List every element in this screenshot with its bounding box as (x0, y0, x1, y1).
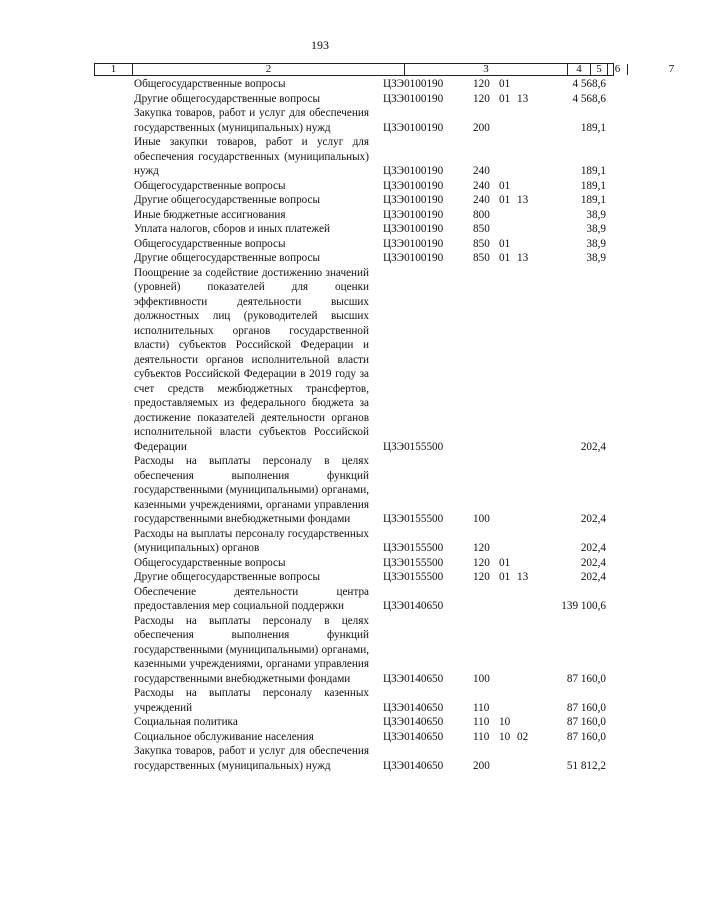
row-expense-type: 110 (473, 701, 490, 714)
table-row (0, 77, 640, 92)
page-number: 193 (311, 38, 329, 52)
row-expense-type: 240 (473, 179, 490, 192)
row-section: 01 (499, 237, 511, 250)
row-target-article: ЦЗЭ0100190 (383, 208, 444, 221)
table-row (0, 614, 640, 687)
row-amount: 189,1 (580, 121, 606, 134)
row-target-article: ЦЗЭ0100190 (383, 252, 444, 264)
row-expense-type: 110 (473, 716, 490, 728)
row-target-article: ЦЗЭ0155500 (383, 513, 444, 525)
row-name: Другие общегосударственные вопросы (134, 92, 321, 105)
row-target-article: ЦЗЭ0155500 (383, 542, 444, 554)
row-name: Закупка товаров, работ и услуг для обеспечения государственных (муниципальных) нужд (134, 745, 369, 772)
row-section: 01 (499, 252, 511, 264)
row-amount: 87 160,0 (566, 672, 606, 685)
row-name: Другие общегосударственные вопросы (134, 252, 321, 264)
row-subsection: 13 (517, 92, 529, 105)
table-row (0, 237, 640, 252)
table-row (0, 92, 640, 107)
row-section: 10 (499, 730, 511, 743)
table-row (0, 527, 640, 556)
row-expense-type: 800 (473, 208, 490, 221)
row-expense-type: 240 (473, 165, 490, 177)
row-amount: 202,4 (580, 440, 606, 453)
row-target-article: ЦЗЭ0140650 (383, 716, 444, 728)
row-amount: 38,9 (586, 208, 606, 221)
row-amount: 4 568,6 (572, 78, 606, 90)
row-section: 10 (499, 716, 511, 728)
row-name: Поощрение за содействие достижению значений (уровней) показателей для оценки эффективности деятельности высших должностных лиц (руководителей высших исполнительных органов государственной власти) субъектов Российской Федерации и деятельности органов исполнительной власти субъектов Российской Федерации в 2019 году за счет средств межбюджетных трансфертов, предоставляемых из федерального бюджета за достижение показателей деятельности органов исполнительной власти субъектов Российской Федерации (134, 266, 369, 453)
table-row (0, 222, 640, 237)
row-expense-type: 240 (473, 194, 490, 206)
row-target-article: ЦЗЭ0155500 (383, 440, 444, 453)
row-section: 01 (499, 179, 511, 192)
row-section: 01 (499, 78, 511, 90)
row-expense-type: 120 (473, 78, 490, 90)
row-expense-type: 200 (473, 759, 490, 772)
row-amount: 189,1 (580, 179, 606, 192)
row-name: Уплата налогов, сборов и иных платежей (134, 223, 330, 235)
header-col-1: 1 (95, 64, 133, 75)
budget-table-body (0, 77, 640, 773)
row-target-article: ЦЗЭ0100190 (383, 194, 444, 206)
row-target-article: ЦЗЭ0100190 (383, 92, 444, 105)
row-name: Расходы на выплаты персоналу в целях обеспечения выполнения функций государственными (муниципальными) органами, казенными учреждениями, органами управления государственными внебюджетными фондами (134, 455, 369, 525)
row-name: Обеспечение деятельности центра предоставления мер социальной поддержки (134, 585, 369, 612)
row-subsection: 13 (517, 252, 529, 264)
table-row (0, 179, 640, 194)
header-col-2: 2 (133, 64, 405, 75)
row-expense-type: 100 (473, 513, 490, 525)
row-name: Расходы на выплаты персоналу в целях обеспечения выполнения функций государственными (муниципальными) органами, казенными учреждениями, органами управления государственными внебюджетными фондами (134, 614, 369, 685)
row-expense-type: 850 (473, 237, 490, 250)
row-name: Общегосударственные вопросы (134, 237, 286, 250)
row-target-article: ЦЗЭ0100190 (383, 237, 444, 250)
row-amount: 87 160,0 (566, 716, 606, 728)
table-header (94, 63, 675, 76)
header-col-3: 3 (405, 64, 568, 75)
row-expense-type: 850 (473, 223, 490, 235)
table-row (0, 208, 640, 223)
row-expense-type: 200 (473, 121, 490, 134)
table-row (0, 744, 640, 773)
row-amount: 51 812,2 (566, 759, 606, 772)
row-name: Социальная политика (134, 716, 238, 728)
table-row (0, 135, 640, 179)
row-subsection: 02 (517, 730, 529, 743)
header-col-6: 6 (608, 64, 628, 75)
row-name: Расходы на выплаты персоналу государственных (муниципальных) органов (134, 527, 369, 554)
row-amount: 38,9 (586, 237, 606, 250)
row-amount: 4 568,6 (572, 92, 606, 105)
table-row (0, 193, 640, 208)
table-row (0, 106, 640, 135)
row-name: Расходы на выплаты персоналу казенных учреждений (134, 687, 369, 714)
table-row (0, 266, 640, 455)
row-amount: 139 100,6 (561, 600, 606, 612)
row-amount: 202,4 (580, 513, 606, 525)
row-name: Общегосударственные вопросы (134, 179, 286, 192)
row-target-article: ЦЗЭ0140650 (383, 600, 444, 612)
row-target-article: ЦЗЭ0100190 (383, 121, 444, 134)
row-target-article: ЦЗЭ0140650 (383, 701, 444, 714)
row-target-article: ЦЗЭ0100190 (383, 179, 444, 192)
table-row (0, 686, 640, 715)
row-amount: 202,4 (580, 571, 606, 583)
row-expense-type: 100 (473, 672, 490, 685)
row-expense-type: 120 (473, 92, 490, 105)
row-target-article: ЦЗЭ0100190 (383, 223, 444, 235)
row-name: Иные закупки товаров, работ и услуг для обеспечения государственных (муниципальных) нужд (134, 136, 369, 177)
table-row (0, 570, 640, 585)
header-col-4: 4 (568, 64, 591, 75)
row-name: Общегосударственные вопросы (134, 556, 286, 569)
table-row (0, 585, 640, 614)
table-row (0, 715, 640, 730)
table-row (0, 730, 640, 745)
row-amount: 38,9 (586, 252, 606, 264)
row-amount: 189,1 (580, 165, 606, 177)
row-expense-type: 110 (473, 730, 490, 743)
row-expense-type: 120 (473, 571, 490, 583)
row-section: 01 (499, 194, 511, 206)
row-target-article: ЦЗЭ0140650 (383, 759, 444, 772)
row-subsection: 13 (517, 194, 529, 206)
row-amount: 87 160,0 (566, 701, 606, 714)
table-row (0, 556, 640, 571)
row-expense-type: 120 (473, 556, 490, 569)
row-name: Другие общегосударственные вопросы (134, 194, 321, 206)
table-row (0, 454, 640, 527)
row-amount: 189,1 (580, 194, 606, 206)
row-amount: 202,4 (580, 556, 606, 569)
row-name: Иные бюджетные ассигнования (134, 208, 286, 221)
row-section: 01 (499, 92, 511, 105)
row-expense-type: 850 (473, 252, 490, 264)
row-section: 01 (499, 571, 511, 583)
row-target-article: ЦЗЭ0100190 (383, 165, 444, 177)
header-col-7: 7 (668, 63, 675, 75)
row-target-article: ЦЗЭ0155500 (383, 556, 444, 569)
row-amount: 87 160,0 (566, 730, 606, 743)
row-target-article: ЦЗЭ0140650 (383, 730, 444, 743)
row-name: Социальное обслуживание населения (134, 730, 314, 743)
row-expense-type: 120 (473, 542, 490, 554)
row-subsection: 13 (517, 571, 529, 583)
row-name: Закупка товаров, работ и услуг для обеспечения государственных (муниципальных) нужд (134, 107, 369, 134)
row-target-article: ЦЗЭ0155500 (383, 571, 444, 583)
row-section: 01 (499, 556, 511, 569)
header-col-5: 5 (591, 64, 608, 75)
row-name: Другие общегосударственные вопросы (134, 571, 321, 583)
row-name: Общегосударственные вопросы (134, 78, 286, 90)
row-amount: 202,4 (580, 542, 606, 554)
row-target-article: ЦЗЭ0140650 (383, 672, 444, 685)
row-target-article: ЦЗЭ0100190 (383, 78, 444, 90)
table-row (0, 251, 640, 266)
row-amount: 38,9 (586, 223, 606, 235)
